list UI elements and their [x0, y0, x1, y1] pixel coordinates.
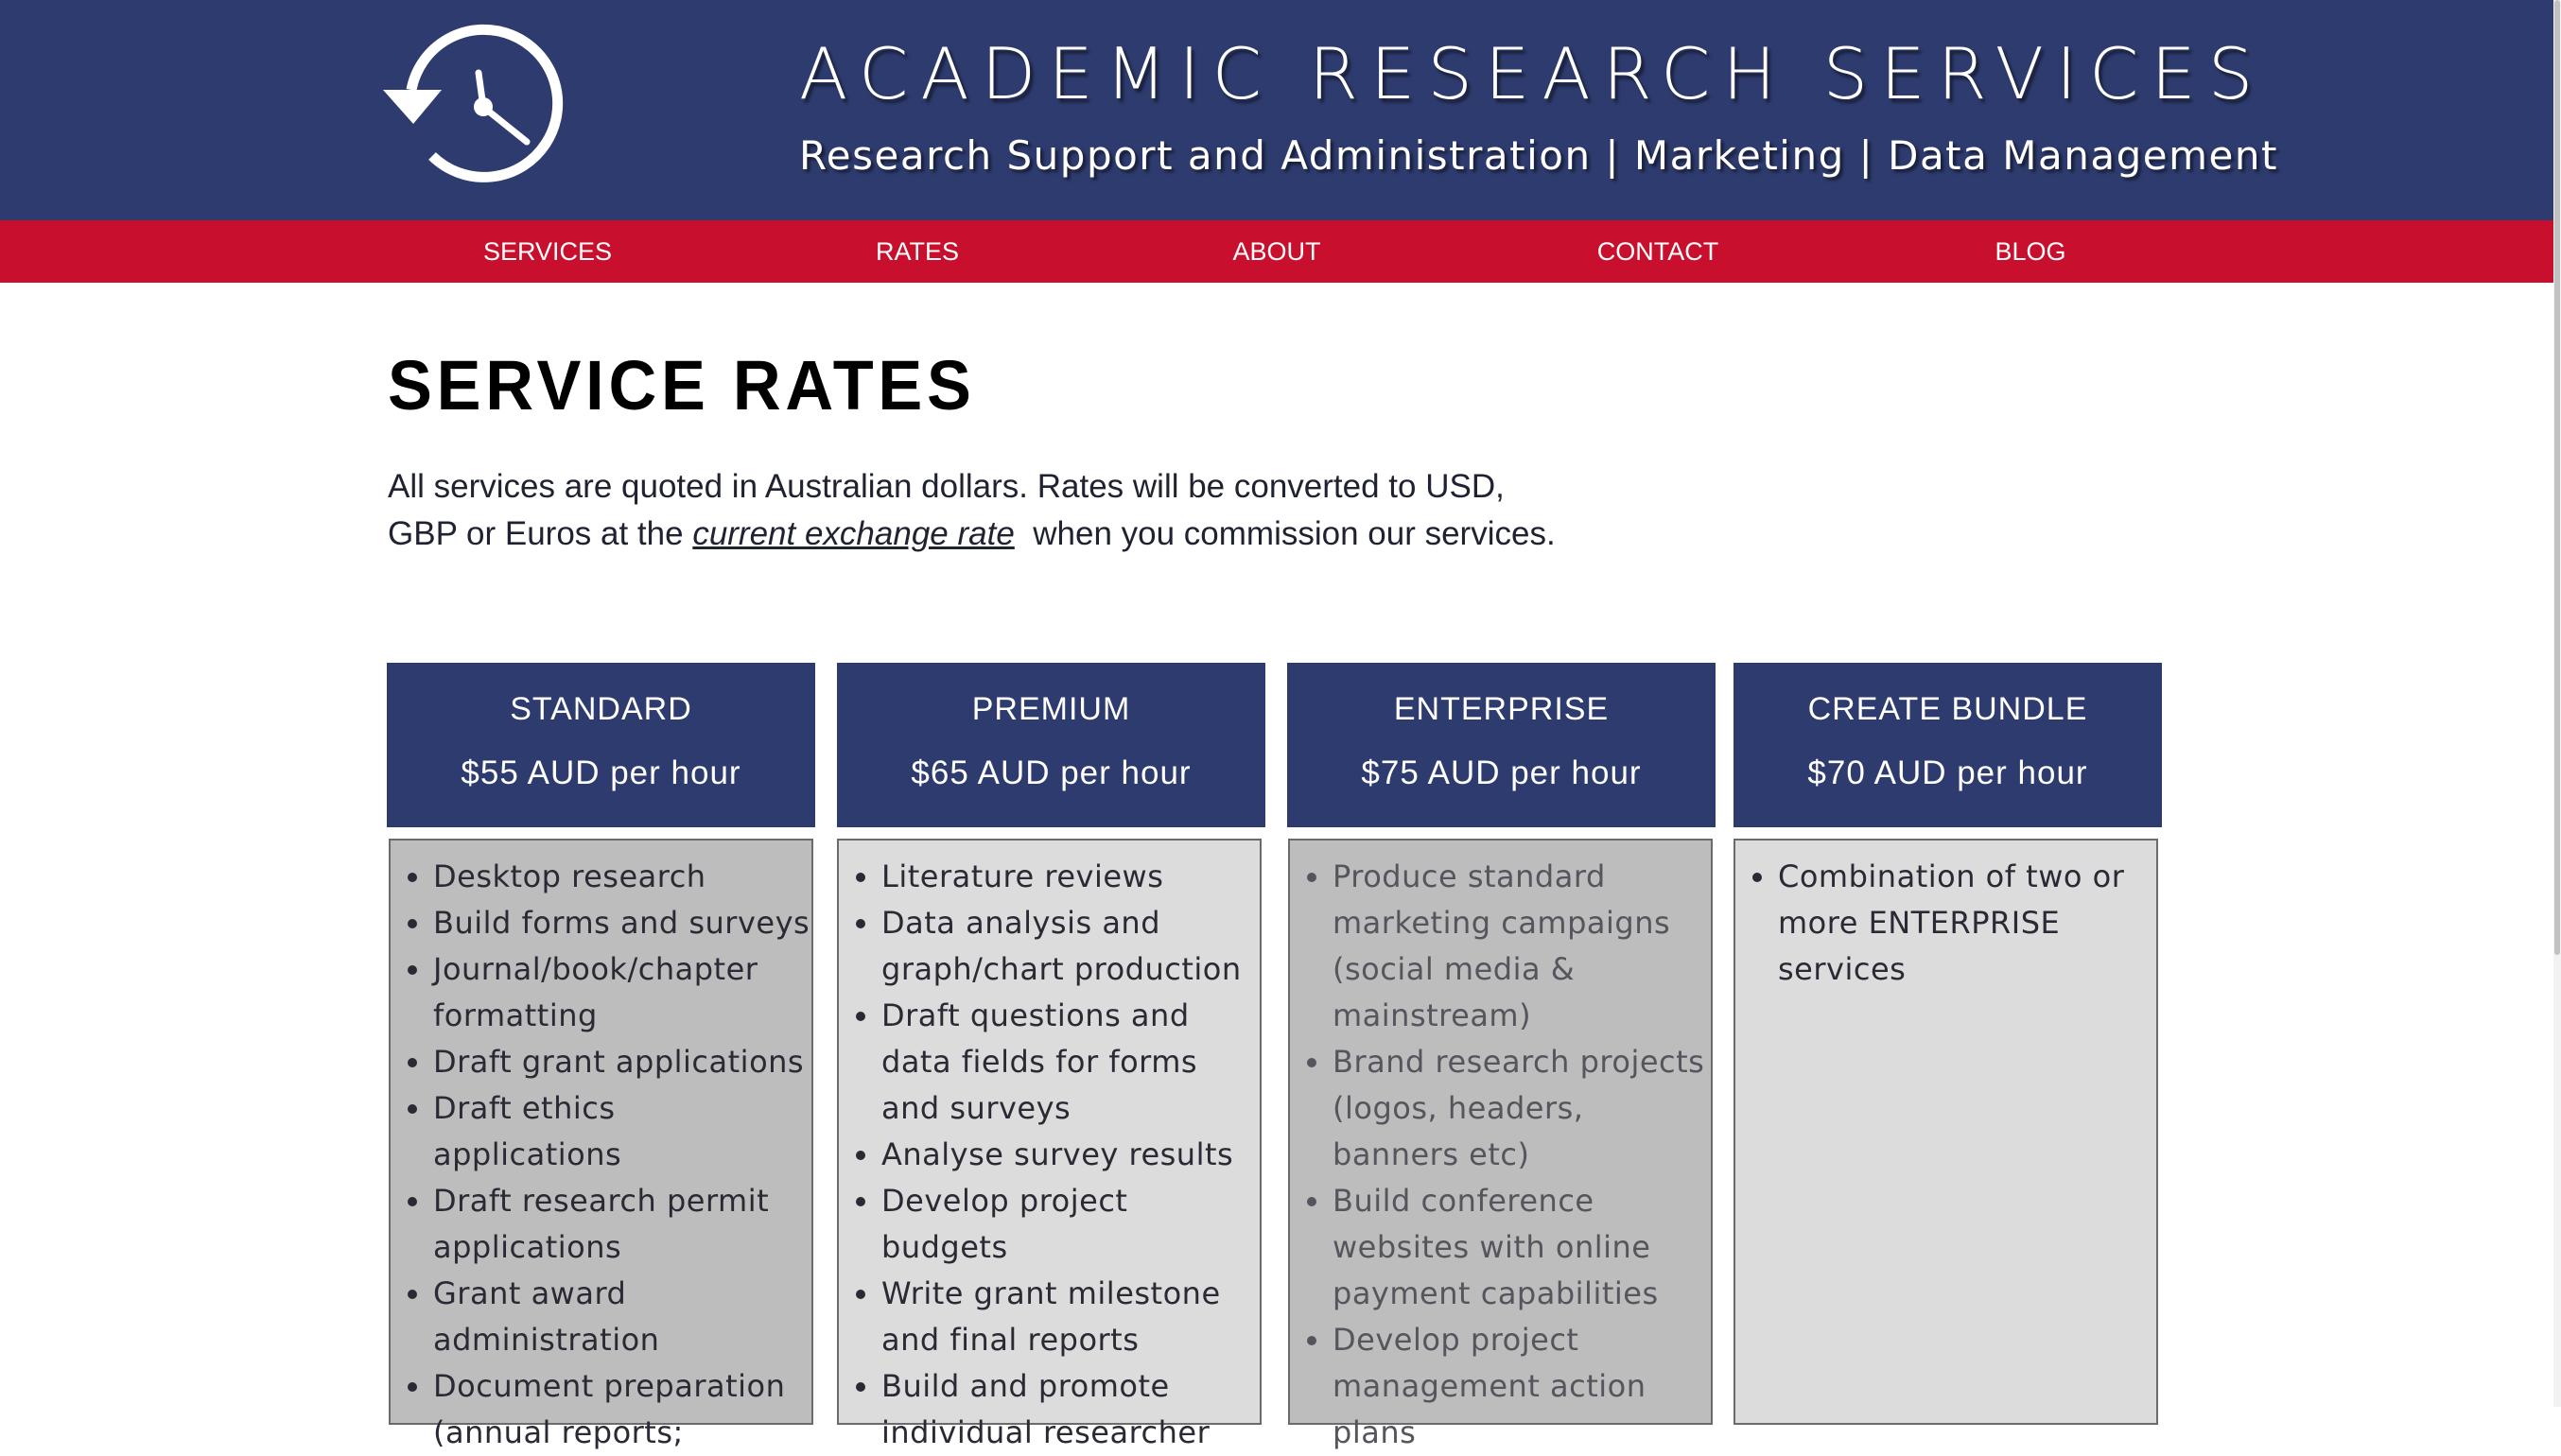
intro-text: [388, 463, 1617, 558]
feature-item: • Combination of two or more ENTERPRISE services: [1778, 854, 2156, 993]
feature-list: [839, 841, 1260, 1456]
feature-item: • Journal/book/chapter formatting: [433, 946, 811, 1039]
intro-text-before: GBP or Euros at the: [388, 515, 693, 552]
feature-list: [1290, 841, 1711, 1456]
feature-item: • Data analysis and graph/chart production: [881, 900, 1260, 993]
feature-item: • Analyse survey results: [881, 1132, 1260, 1178]
site-header: [0, 0, 2553, 220]
plan-header-bundle: [1733, 663, 2162, 827]
feature-item: • Write grant milestone and final reports: [881, 1271, 1260, 1363]
feature-item: • Draft grant applications: [433, 1039, 811, 1085]
clock-history-icon[interactable]: [383, 24, 572, 189]
feature-item: • Desktop research: [433, 854, 811, 900]
intro-line-1: All services are quoted in Australian dollars. Rates will be converted to USD,: [388, 468, 1505, 505]
plan-price: $75 AUD per hour: [1361, 754, 1642, 791]
plan-name: PREMIUM: [971, 691, 1131, 727]
plan-price: $65 AUD per hour: [911, 754, 1192, 791]
plan-header-standard: [387, 663, 815, 827]
feature-item: • Produce standard marketing campaigns (social media & mainstream): [1333, 854, 1711, 1039]
nav-about[interactable]: ABOUT: [1232, 237, 1321, 266]
plan-price: $70 AUD per hour: [1807, 754, 2088, 791]
plan-features-premium: [837, 839, 1262, 1450]
scrollbar-thumb[interactable]: [2554, 0, 2560, 955]
feature-list: [391, 841, 811, 1456]
feature-item: • Document preparation (annual reports;: [433, 1363, 811, 1456]
site-title: ACADEMIC RESEARCH SERVICES: [799, 32, 2266, 115]
feature-item: • Build forms and surveys: [433, 900, 811, 946]
intro-line-2: [388, 511, 1617, 558]
feature-item: • Build conference websites with online payment capabilities: [1333, 1178, 1711, 1317]
nav-contact[interactable]: CONTACT: [1596, 237, 1719, 266]
feature-item: • Brand research projects (logos, headers, banners etc): [1333, 1039, 1711, 1178]
page-title: SERVICE RATES: [388, 346, 976, 425]
nav-services[interactable]: SERVICES: [482, 237, 613, 266]
main-nav: [0, 220, 2553, 283]
feature-list: [1735, 841, 2156, 993]
feature-item: • Literature reviews: [881, 854, 1260, 900]
nav-rates[interactable]: RATES: [875, 237, 959, 266]
plan-name: ENTERPRISE: [1393, 691, 1610, 727]
feature-item: • Develop project budgets: [881, 1178, 1260, 1271]
plan-name: CREATE BUNDLE: [1807, 691, 2088, 727]
feature-item: • Develop project management action plans: [1333, 1317, 1711, 1456]
feature-item: • Draft ethics applications: [433, 1085, 811, 1178]
plan-header-enterprise: [1287, 663, 1716, 827]
plan-features-standard: [389, 839, 813, 1450]
exchange-rate-link[interactable]: current exchange rate: [692, 515, 1015, 552]
page-scrollbar[interactable]: [2553, 0, 2561, 1407]
plan-price: $55 AUD per hour: [461, 754, 741, 791]
feature-item: • Draft research permit applications: [433, 1178, 811, 1271]
feature-item: • Build and promote individual researcher: [881, 1363, 1260, 1456]
feature-item: • Draft questions and data fields for forms and surveys: [881, 993, 1260, 1132]
plan-features-enterprise: [1288, 839, 1713, 1450]
intro-text-after: when you commission our services.: [1014, 515, 1556, 552]
nav-blog[interactable]: BLOG: [1995, 237, 2066, 266]
plan-header-premium: [837, 663, 1265, 827]
feature-item: • Grant award administration: [433, 1271, 811, 1363]
plan-features-bundle: [1733, 839, 2158, 1425]
plan-name: STANDARD: [510, 691, 692, 727]
site-subtitle: Research Support and Administration | Marketing | Data Management: [799, 132, 2278, 179]
